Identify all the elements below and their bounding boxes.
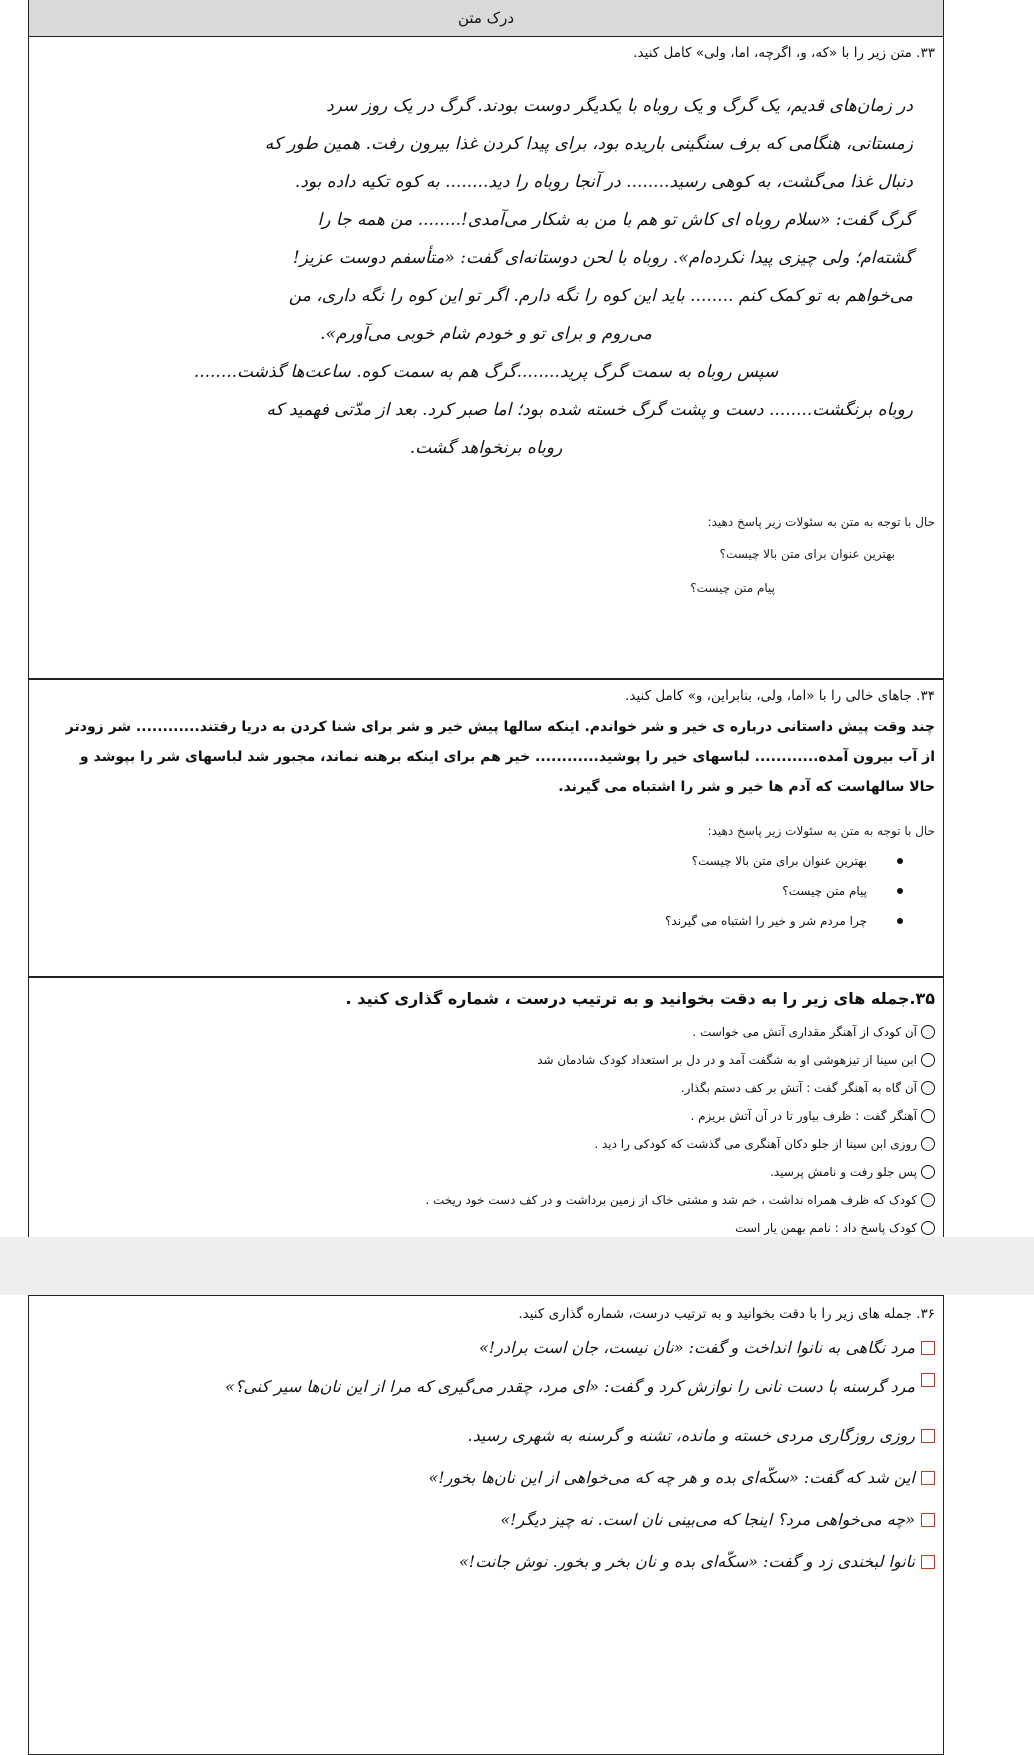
option-item[interactable]: این شد که گفت: «سکّه‌ای بده و هر چه که می‌خواهی از این نان‌ها بخور!» <box>29 1462 943 1494</box>
radio-circle[interactable] <box>921 1053 935 1067</box>
question-34-instruction: حال با توجه به متن به سئولات زیر پاسخ دهید: <box>707 824 935 838</box>
radio-circle[interactable] <box>921 1025 935 1039</box>
option-item[interactable]: کودک پاسخ داد : نامم بهمن یار است <box>37 1214 935 1242</box>
checkbox[interactable] <box>921 1429 935 1443</box>
option-item[interactable]: نانوا لبخندی زد و گفت: «سکّه‌ای بده و نان بخر و بخور. نوش جانت!» <box>29 1546 943 1578</box>
radio-circle[interactable] <box>921 1137 935 1151</box>
question-34-title: ۳۴. جاهای خالی را با «اما، ولی، بنابراین، و» کامل کنید. <box>625 688 935 704</box>
question-35-options <box>29 1018 943 1270</box>
page-gap <box>0 1237 1034 1295</box>
question-33-sub-2: پیام متن چیست؟ <box>690 581 775 595</box>
worksheet-page-1 <box>28 0 944 1277</box>
list-item: پیام متن چیست؟ <box>29 876 903 906</box>
checkbox[interactable] <box>921 1471 935 1485</box>
option-item[interactable]: مرد نگاهی به نانوا انداخت و گفت: «نان نیست، جان است برادر!» <box>29 1332 943 1364</box>
story-line: گشته‌ام؛ ولی چیزی پیدا نکرده‌ام». روباه با لحن دوستانه‌ای گفت: «متأسفم دوست عزیز! <box>292 248 913 268</box>
question-33 <box>28 37 944 679</box>
list-item: چرا مردم شر و خیر را اشتباه می گیرند؟ <box>29 906 903 936</box>
story-line: روباه برنخواهد گشت. <box>409 438 563 458</box>
question-33-sub-1: بهترین عنوان برای متن بالا چیست؟ <box>719 547 895 561</box>
story-line: زمستانی، هنگامی که برف سنگینی باریده بود، برای پیدا کردن غذا بیرون رفت. همین طور که <box>264 134 913 154</box>
story-line: دنبال غذا می‌گشت، به کوهی رسید........ در آنجا روباه را دید........ به کوه تکیه داده بود. <box>294 172 913 192</box>
question-33-story <box>29 87 943 467</box>
radio-circle[interactable] <box>921 1165 935 1179</box>
option-item[interactable]: آن کودک از آهنگر مقداری آتش می خواست . <box>37 1018 935 1046</box>
question-36-title: ۳۶. جمله های زیر را با دقت بخوانید و به ترتیب درست، شماره گذاری کنید. <box>518 1306 935 1322</box>
option-item[interactable]: روزی روزگاری مردی خسته و مانده، تشنه و گرسنه به شهری رسید. <box>29 1420 943 1452</box>
question-36-options <box>29 1332 943 1578</box>
checkbox[interactable] <box>921 1555 935 1569</box>
story-line: گرگ گفت: «سلام روباه ای کاش تو هم با من به شکار می‌آمدی!........ من همه جا را <box>317 210 913 230</box>
option-item[interactable]: آهنگر گفت : ظرف بیاور تا در آن آتش بریزم . <box>37 1102 935 1130</box>
question-33-instruction: حال با توجه به متن به سئولات زیر پاسخ دهید: <box>707 515 935 529</box>
question-33-title: ۳۳. متن زیر را با «که، و، اگرچه، اما، ولی» کامل کنید. <box>633 45 935 61</box>
radio-circle[interactable] <box>921 1081 935 1095</box>
section-header: درک متن <box>28 0 944 37</box>
question-34-story-line: چند وقت پیش داستانی درباره ی خیر و شر خواندم. اینکه سالها پیش خیر و شر برای شنا کردن به دریا رفتند............ شر زودتر <box>65 719 935 735</box>
radio-circle[interactable] <box>921 1109 935 1123</box>
option-item[interactable]: پس جلو رفت و نامش پرسید. <box>37 1158 935 1186</box>
worksheet-page-2 <box>28 1295 944 1755</box>
story-line: در زمان‌های قدیم، یک گرگ و یک روباه با یکدیگر دوست بودند. گرگ در یک روز سرد <box>326 96 913 116</box>
checkbox[interactable] <box>921 1513 935 1527</box>
option-item[interactable]: ابن سینا از تیزهوشی او به شگفت آمد و در دل بر استعداد کودک شادمان شد <box>37 1046 935 1074</box>
story-line: می‌خواهم به تو کمک کنم ........ باید این کوه را نگه دارم. اگر تو این کوه را نگه داری، من <box>288 286 913 306</box>
option-item[interactable]: کودک که ظرف همراه نداشت ، خم شد و مشتی خاک از زمین برداشت و در کف دست خود ریخت . <box>37 1186 935 1214</box>
question-34-list <box>29 846 943 936</box>
story-line: می‌روم و برای تو و خودم شام خوبی می‌آورم». <box>320 324 652 344</box>
option-item[interactable]: آن گاه به آهنگر گفت : آتش بر کف دستم بگذار. <box>37 1074 935 1102</box>
radio-circle[interactable] <box>921 1221 935 1235</box>
question-34 <box>28 679 944 977</box>
story-line: سپس روباه به سمت گرگ پرید........گرگ هم به سمت کوه. ساعت‌ها گذشت........ <box>193 362 779 382</box>
story-line: روباه برنگشت........ دست و پشت گرگ خسته شده بود؛ اما صبر کرد. بعد از مدّتی فهمید که <box>266 400 913 420</box>
question-35 <box>28 977 944 1277</box>
question-36 <box>28 1295 944 1755</box>
question-35-title: ۳۵.جمله های زیر را به دقت بخوانید و به ترتیب درست ، شماره گذاری کنید . <box>345 989 935 1008</box>
checkbox[interactable] <box>921 1373 935 1387</box>
list-item: بهترین عنوان برای متن بالا چیست؟ <box>29 846 903 876</box>
radio-circle[interactable] <box>921 1193 935 1207</box>
option-item[interactable]: روزی ابن سینا از جلو دکان آهنگری می گذشت که کودکی را دید . <box>37 1130 935 1158</box>
question-34-story-line: حالا سالهاست که آدم ها خیر و شر را اشتباه می گیرند. <box>558 779 935 795</box>
option-item[interactable]: «چه می‌خواهی مرد؟ اینجا که می‌بینی نان است. نه چیز دیگر!» <box>29 1504 943 1536</box>
question-34-story-line: از آب بیرون آمده............ لباسهای خیر را پوشید............ خیر هم برای اینکه برهنه نماند، مجبور شد لباسهای شر را بپوشد و <box>79 749 935 765</box>
option-item[interactable]: مرد گرسنه با دست نانی را نوازش کرد و گفت: «ای مرد، چقدر می‌گیری که مرا از این نان‌ها سیر کنی؟» <box>29 1364 943 1416</box>
checkbox[interactable] <box>921 1341 935 1355</box>
